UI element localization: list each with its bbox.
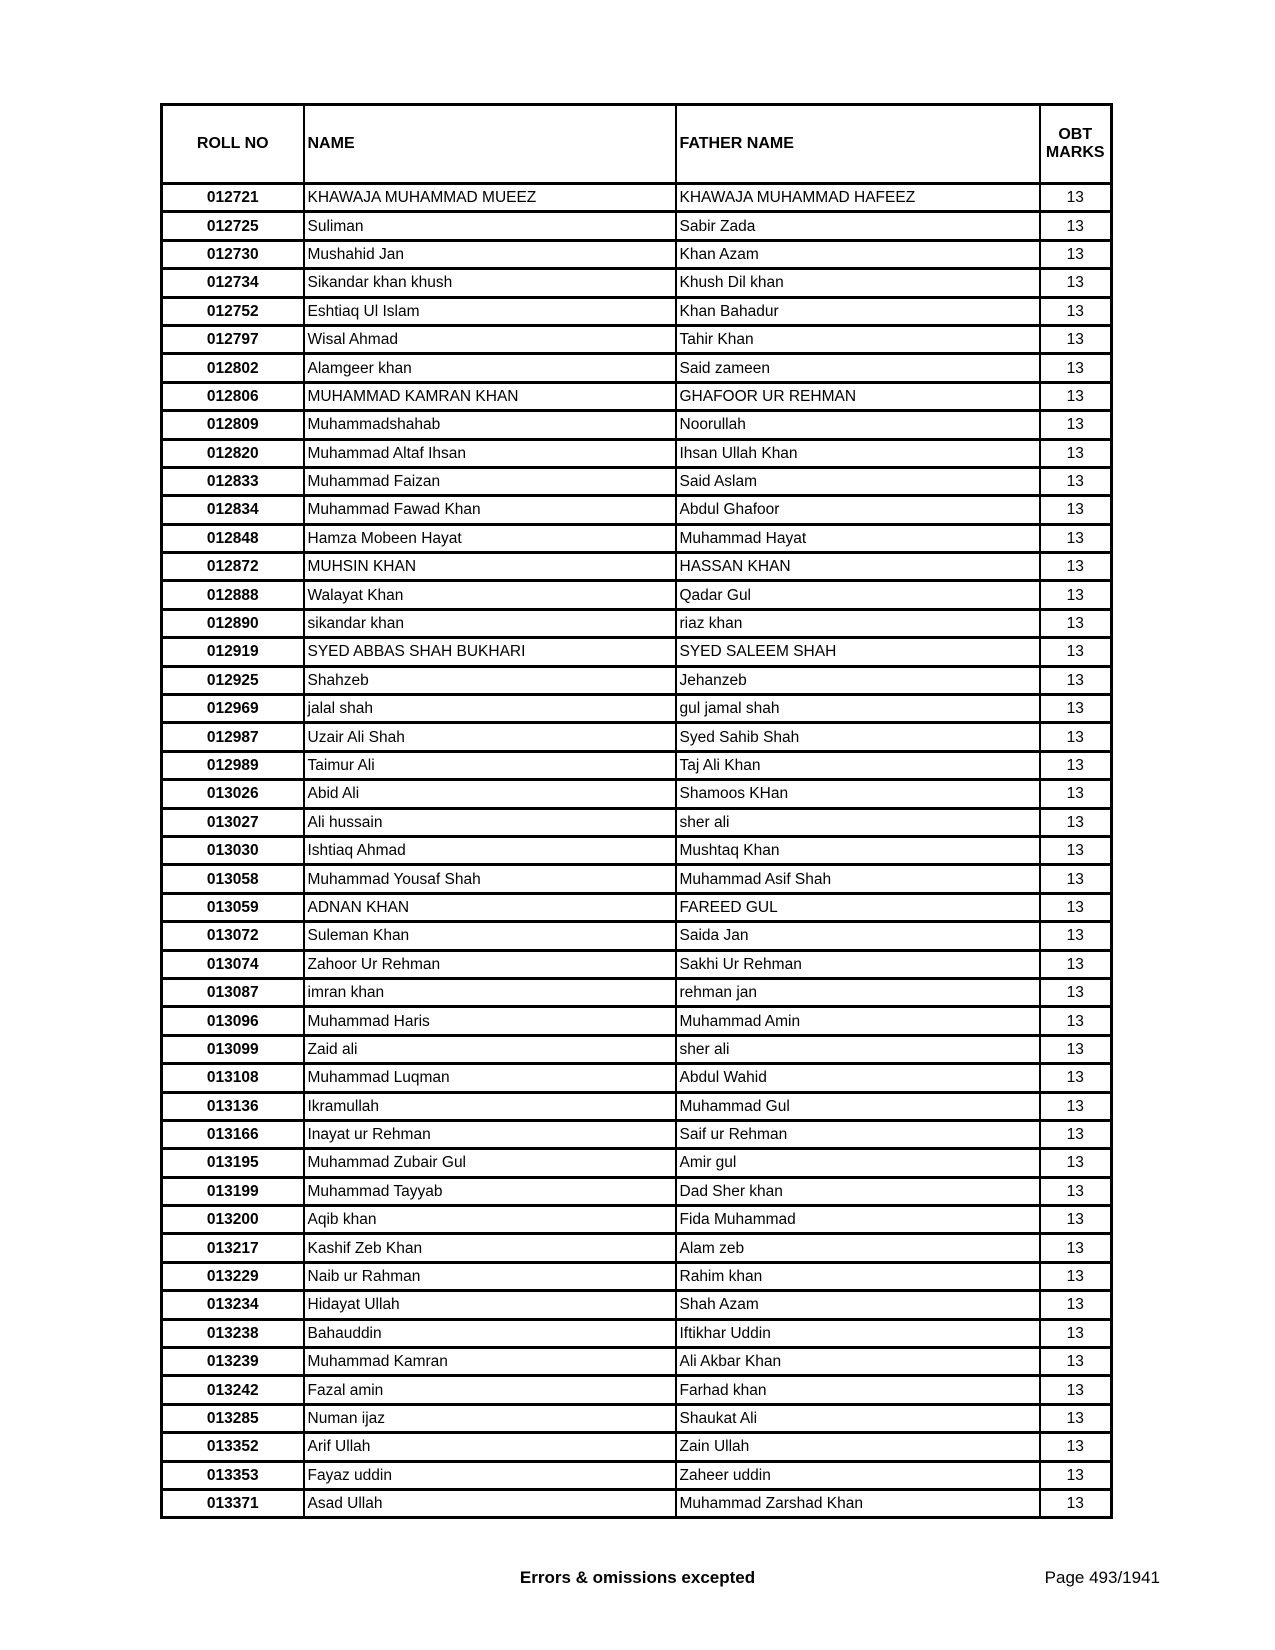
father-name-cell: Noorullah xyxy=(676,411,1040,439)
name-cell: Muhammad Luqman xyxy=(304,1064,676,1092)
father-name-cell: Khan Azam xyxy=(676,240,1040,268)
name-cell: Fayaz uddin xyxy=(304,1461,676,1489)
marks-cell: 13 xyxy=(1040,1092,1112,1120)
marks-cell: 13 xyxy=(1040,780,1112,808)
name-cell: Asad Ullah xyxy=(304,1489,676,1517)
father-name-cell: Muhammad Gul xyxy=(676,1092,1040,1120)
column-header-father-name: FATHER NAME xyxy=(676,105,1040,184)
roll-cell: 013030 xyxy=(162,836,304,864)
name-cell: Muhammad Tayyab xyxy=(304,1177,676,1205)
marks-cell: 13 xyxy=(1040,751,1112,779)
roll-cell: 013074 xyxy=(162,950,304,978)
father-name-cell: FAREED GUL xyxy=(676,893,1040,921)
marks-cell: 13 xyxy=(1040,553,1112,581)
table-row xyxy=(162,638,1112,666)
column-header-name: NAME xyxy=(304,105,676,184)
father-name-cell: Syed Sahib Shah xyxy=(676,723,1040,751)
roll-cell: 013371 xyxy=(162,1489,304,1517)
table-row xyxy=(162,780,1112,808)
table-row xyxy=(162,1092,1112,1120)
father-name-cell: Ihsan Ullah Khan xyxy=(676,439,1040,467)
name-cell: Muhammad Yousaf Shah xyxy=(304,865,676,893)
name-cell: Muhammad Haris xyxy=(304,1007,676,1035)
father-name-cell: Muhammad Hayat xyxy=(676,524,1040,552)
marks-cell: 13 xyxy=(1040,1489,1112,1517)
marks-cell: 13 xyxy=(1040,411,1112,439)
table-row xyxy=(162,325,1112,353)
roll-cell: 012734 xyxy=(162,269,304,297)
roll-cell: 012925 xyxy=(162,666,304,694)
table-row xyxy=(162,1319,1112,1347)
father-name-cell: Abdul Wahid xyxy=(676,1064,1040,1092)
marks-cell: 13 xyxy=(1040,1291,1112,1319)
table-row xyxy=(162,354,1112,382)
father-name-cell: Qadar Gul xyxy=(676,581,1040,609)
roll-cell: 012809 xyxy=(162,411,304,439)
table-row xyxy=(162,695,1112,723)
roll-cell: 013229 xyxy=(162,1262,304,1290)
marks-cell: 13 xyxy=(1040,695,1112,723)
roll-cell: 013242 xyxy=(162,1376,304,1404)
name-cell: Wisal Ahmad xyxy=(304,325,676,353)
marks-cell: 13 xyxy=(1040,382,1112,410)
roll-cell: 012820 xyxy=(162,439,304,467)
name-cell: Numan ijaz xyxy=(304,1404,676,1432)
roll-cell: 013099 xyxy=(162,1035,304,1063)
father-name-cell: Dad Sher khan xyxy=(676,1177,1040,1205)
name-cell: Ikramullah xyxy=(304,1092,676,1120)
roll-cell: 013027 xyxy=(162,808,304,836)
marks-cell: 13 xyxy=(1040,1319,1112,1347)
roll-cell: 013239 xyxy=(162,1348,304,1376)
name-cell: imran khan xyxy=(304,978,676,1006)
roll-cell: 013108 xyxy=(162,1064,304,1092)
father-name-cell: KHAWAJA MUHAMMAD HAFEEZ xyxy=(676,184,1040,212)
results-table xyxy=(160,103,1113,1519)
name-cell: Suliman xyxy=(304,212,676,240)
roll-cell: 012969 xyxy=(162,695,304,723)
father-name-cell: Shaukat Ali xyxy=(676,1404,1040,1432)
roll-cell: 013352 xyxy=(162,1433,304,1461)
roll-cell: 013026 xyxy=(162,780,304,808)
roll-cell: 013217 xyxy=(162,1234,304,1262)
father-name-cell: sher ali xyxy=(676,808,1040,836)
marks-cell: 13 xyxy=(1040,1007,1112,1035)
table-row xyxy=(162,1433,1112,1461)
name-cell: Arif Ullah xyxy=(304,1433,676,1461)
roll-cell: 013199 xyxy=(162,1177,304,1205)
name-cell: KHAWAJA MUHAMMAD MUEEZ xyxy=(304,184,676,212)
father-name-cell: Ali Akbar Khan xyxy=(676,1348,1040,1376)
marks-cell: 13 xyxy=(1040,581,1112,609)
name-cell: Mushahid Jan xyxy=(304,240,676,268)
roll-cell: 012721 xyxy=(162,184,304,212)
name-cell: jalal shah xyxy=(304,695,676,723)
name-cell: Aqib khan xyxy=(304,1206,676,1234)
column-header-obt-marks: OBT MARKS xyxy=(1040,105,1112,184)
table-row xyxy=(162,1035,1112,1063)
father-name-cell: Sabir Zada xyxy=(676,212,1040,240)
father-name-cell: Sakhi Ur Rehman xyxy=(676,950,1040,978)
roll-cell: 013238 xyxy=(162,1319,304,1347)
father-name-cell: Saida Jan xyxy=(676,922,1040,950)
page-footer xyxy=(0,1568,1275,1594)
table-row xyxy=(162,411,1112,439)
name-cell: Fazal amin xyxy=(304,1376,676,1404)
marks-cell: 13 xyxy=(1040,922,1112,950)
roll-cell: 013234 xyxy=(162,1291,304,1319)
table-row xyxy=(162,1348,1112,1376)
name-cell: Ishtiaq Ahmad xyxy=(304,836,676,864)
father-name-cell: Tahir Khan xyxy=(676,325,1040,353)
table-row xyxy=(162,1177,1112,1205)
roll-cell: 013285 xyxy=(162,1404,304,1432)
table-row xyxy=(162,922,1112,950)
footer-page-number: Page 493/1941 xyxy=(1044,1568,1160,1587)
marks-cell: 13 xyxy=(1040,524,1112,552)
father-name-cell: Muhammad Amin xyxy=(676,1007,1040,1035)
name-cell: Sikandar khan khush xyxy=(304,269,676,297)
marks-cell: 13 xyxy=(1040,1433,1112,1461)
roll-cell: 012848 xyxy=(162,524,304,552)
name-cell: Naib ur Rahman xyxy=(304,1262,676,1290)
father-name-cell: Muhammad Asif Shah xyxy=(676,865,1040,893)
table-row xyxy=(162,1262,1112,1290)
marks-cell: 13 xyxy=(1040,1064,1112,1092)
table-row xyxy=(162,1291,1112,1319)
marks-cell: 13 xyxy=(1040,496,1112,524)
header-row xyxy=(162,105,1112,184)
name-cell: Shahzeb xyxy=(304,666,676,694)
father-name-cell: Alam zeb xyxy=(676,1234,1040,1262)
table-row xyxy=(162,893,1112,921)
roll-cell: 012752 xyxy=(162,297,304,325)
father-name-cell: Khush Dil khan xyxy=(676,269,1040,297)
name-cell: ADNAN KHAN xyxy=(304,893,676,921)
marks-cell: 13 xyxy=(1040,1177,1112,1205)
father-name-cell: Zaheer uddin xyxy=(676,1461,1040,1489)
father-name-cell: Khan Bahadur xyxy=(676,297,1040,325)
father-name-cell: riaz khan xyxy=(676,609,1040,637)
marks-cell: 13 xyxy=(1040,1035,1112,1063)
name-cell: Abid Ali xyxy=(304,780,676,808)
roll-cell: 012834 xyxy=(162,496,304,524)
marks-cell: 13 xyxy=(1040,978,1112,1006)
table-row xyxy=(162,950,1112,978)
father-name-cell: Abdul Ghafoor xyxy=(676,496,1040,524)
roll-cell: 013166 xyxy=(162,1120,304,1148)
name-cell: SYED ABBAS SHAH BUKHARI xyxy=(304,638,676,666)
father-name-cell: rehman jan xyxy=(676,978,1040,1006)
table-row xyxy=(162,1206,1112,1234)
marks-cell: 13 xyxy=(1040,1262,1112,1290)
father-name-cell: HASSAN KHAN xyxy=(676,553,1040,581)
father-name-cell: Zain Ullah xyxy=(676,1433,1040,1461)
table-row xyxy=(162,212,1112,240)
name-cell: Uzair Ali Shah xyxy=(304,723,676,751)
marks-cell: 13 xyxy=(1040,808,1112,836)
father-name-cell: SYED SALEEM SHAH xyxy=(676,638,1040,666)
table-row xyxy=(162,723,1112,751)
name-cell: Kashif Zeb Khan xyxy=(304,1234,676,1262)
roll-cell: 012890 xyxy=(162,609,304,637)
table-row xyxy=(162,865,1112,893)
marks-cell: 13 xyxy=(1040,1149,1112,1177)
father-name-cell: Shah Azam xyxy=(676,1291,1040,1319)
name-cell: Walayat Khan xyxy=(304,581,676,609)
table-row xyxy=(162,1234,1112,1262)
roll-cell: 013096 xyxy=(162,1007,304,1035)
marks-cell: 13 xyxy=(1040,1376,1112,1404)
roll-cell: 012989 xyxy=(162,751,304,779)
table-row xyxy=(162,496,1112,524)
marks-cell: 13 xyxy=(1040,184,1112,212)
marks-cell: 13 xyxy=(1040,666,1112,694)
table-row xyxy=(162,297,1112,325)
table-row xyxy=(162,439,1112,467)
name-cell: Alamgeer khan xyxy=(304,354,676,382)
roll-cell: 013200 xyxy=(162,1206,304,1234)
table-row xyxy=(162,1461,1112,1489)
table-row xyxy=(162,1489,1112,1517)
name-cell: Suleman Khan xyxy=(304,922,676,950)
table-row xyxy=(162,553,1112,581)
roll-cell: 012797 xyxy=(162,325,304,353)
marks-cell: 13 xyxy=(1040,1206,1112,1234)
table-row xyxy=(162,382,1112,410)
table-row xyxy=(162,524,1112,552)
father-name-cell: Shamoos KHan xyxy=(676,780,1040,808)
roll-cell: 012806 xyxy=(162,382,304,410)
marks-cell: 13 xyxy=(1040,893,1112,921)
marks-cell: 13 xyxy=(1040,836,1112,864)
name-cell: Zaid ali xyxy=(304,1035,676,1063)
roll-cell: 012730 xyxy=(162,240,304,268)
name-cell: sikandar khan xyxy=(304,609,676,637)
name-cell: Inayat ur Rehman xyxy=(304,1120,676,1148)
roll-cell: 012725 xyxy=(162,212,304,240)
table-row xyxy=(162,609,1112,637)
marks-cell: 13 xyxy=(1040,212,1112,240)
name-cell: Hamza Mobeen Hayat xyxy=(304,524,676,552)
name-cell: Ali hussain xyxy=(304,808,676,836)
name-cell: Zahoor Ur Rehman xyxy=(304,950,676,978)
table-row xyxy=(162,666,1112,694)
roll-cell: 013072 xyxy=(162,922,304,950)
father-name-cell: GHAFOOR UR REHMAN xyxy=(676,382,1040,410)
father-name-cell: Saif ur Rehman xyxy=(676,1120,1040,1148)
marks-cell: 13 xyxy=(1040,354,1112,382)
father-name-cell: sher ali xyxy=(676,1035,1040,1063)
table-row xyxy=(162,269,1112,297)
marks-cell: 13 xyxy=(1040,638,1112,666)
table-row xyxy=(162,467,1112,495)
roll-cell: 012919 xyxy=(162,638,304,666)
roll-cell: 012987 xyxy=(162,723,304,751)
table-row xyxy=(162,978,1112,1006)
roll-cell: 012872 xyxy=(162,553,304,581)
table-row xyxy=(162,836,1112,864)
marks-cell: 13 xyxy=(1040,439,1112,467)
table-row xyxy=(162,1120,1112,1148)
marks-cell: 13 xyxy=(1040,325,1112,353)
table-row xyxy=(162,1404,1112,1432)
marks-cell: 13 xyxy=(1040,1461,1112,1489)
father-name-cell: Mushtaq Khan xyxy=(676,836,1040,864)
roll-cell: 012888 xyxy=(162,581,304,609)
marks-cell: 13 xyxy=(1040,1404,1112,1432)
table-row xyxy=(162,184,1112,212)
table-header xyxy=(162,105,1112,184)
table-row xyxy=(162,1007,1112,1035)
name-cell: Bahauddin xyxy=(304,1319,676,1347)
father-name-cell: Iftikhar Uddin xyxy=(676,1319,1040,1347)
footer-disclaimer: Errors & omissions excepted xyxy=(519,1568,756,1587)
father-name-cell: Said zameen xyxy=(676,354,1040,382)
roll-cell: 013136 xyxy=(162,1092,304,1120)
marks-cell: 13 xyxy=(1040,1348,1112,1376)
name-cell: Muhammad Zubair Gul xyxy=(304,1149,676,1177)
roll-cell: 013195 xyxy=(162,1149,304,1177)
roll-cell: 013058 xyxy=(162,865,304,893)
name-cell: Muhammad Kamran xyxy=(304,1348,676,1376)
father-name-cell: Muhammad Zarshad Khan xyxy=(676,1489,1040,1517)
name-cell: Muhammadshahab xyxy=(304,411,676,439)
name-cell: MUHSIN KHAN xyxy=(304,553,676,581)
table-row xyxy=(162,240,1112,268)
marks-cell: 13 xyxy=(1040,950,1112,978)
table-row xyxy=(162,808,1112,836)
table-row xyxy=(162,1149,1112,1177)
father-name-cell: Said Aslam xyxy=(676,467,1040,495)
marks-cell: 13 xyxy=(1040,723,1112,751)
father-name-cell: Amir gul xyxy=(676,1149,1040,1177)
roll-cell: 012802 xyxy=(162,354,304,382)
father-name-cell: Jehanzeb xyxy=(676,666,1040,694)
roll-cell: 012833 xyxy=(162,467,304,495)
marks-cell: 13 xyxy=(1040,865,1112,893)
table-row xyxy=(162,1064,1112,1092)
column-header-roll-no: ROLL NO xyxy=(162,105,304,184)
name-cell: Muhammad Fawad Khan xyxy=(304,496,676,524)
father-name-cell: Fida Muhammad xyxy=(676,1206,1040,1234)
name-cell: Muhammad Faizan xyxy=(304,467,676,495)
name-cell: Hidayat Ullah xyxy=(304,1291,676,1319)
name-cell: MUHAMMAD KAMRAN KHAN xyxy=(304,382,676,410)
name-cell: Muhammad Altaf Ihsan xyxy=(304,439,676,467)
roll-cell: 013059 xyxy=(162,893,304,921)
marks-cell: 13 xyxy=(1040,1234,1112,1262)
father-name-cell: Rahim khan xyxy=(676,1262,1040,1290)
father-name-cell: Taj Ali Khan xyxy=(676,751,1040,779)
table-row xyxy=(162,581,1112,609)
marks-cell: 13 xyxy=(1040,1120,1112,1148)
marks-cell: 13 xyxy=(1040,269,1112,297)
marks-cell: 13 xyxy=(1040,240,1112,268)
table-row xyxy=(162,1376,1112,1404)
father-name-cell: Farhad khan xyxy=(676,1376,1040,1404)
name-cell: Taimur Ali xyxy=(304,751,676,779)
marks-cell: 13 xyxy=(1040,297,1112,325)
marks-cell: 13 xyxy=(1040,467,1112,495)
father-name-cell: gul jamal shah xyxy=(676,695,1040,723)
name-cell: Eshtiaq Ul Islam xyxy=(304,297,676,325)
table-body xyxy=(162,184,1112,1518)
roll-cell: 013087 xyxy=(162,978,304,1006)
marks-cell: 13 xyxy=(1040,609,1112,637)
table-row xyxy=(162,751,1112,779)
roll-cell: 013353 xyxy=(162,1461,304,1489)
